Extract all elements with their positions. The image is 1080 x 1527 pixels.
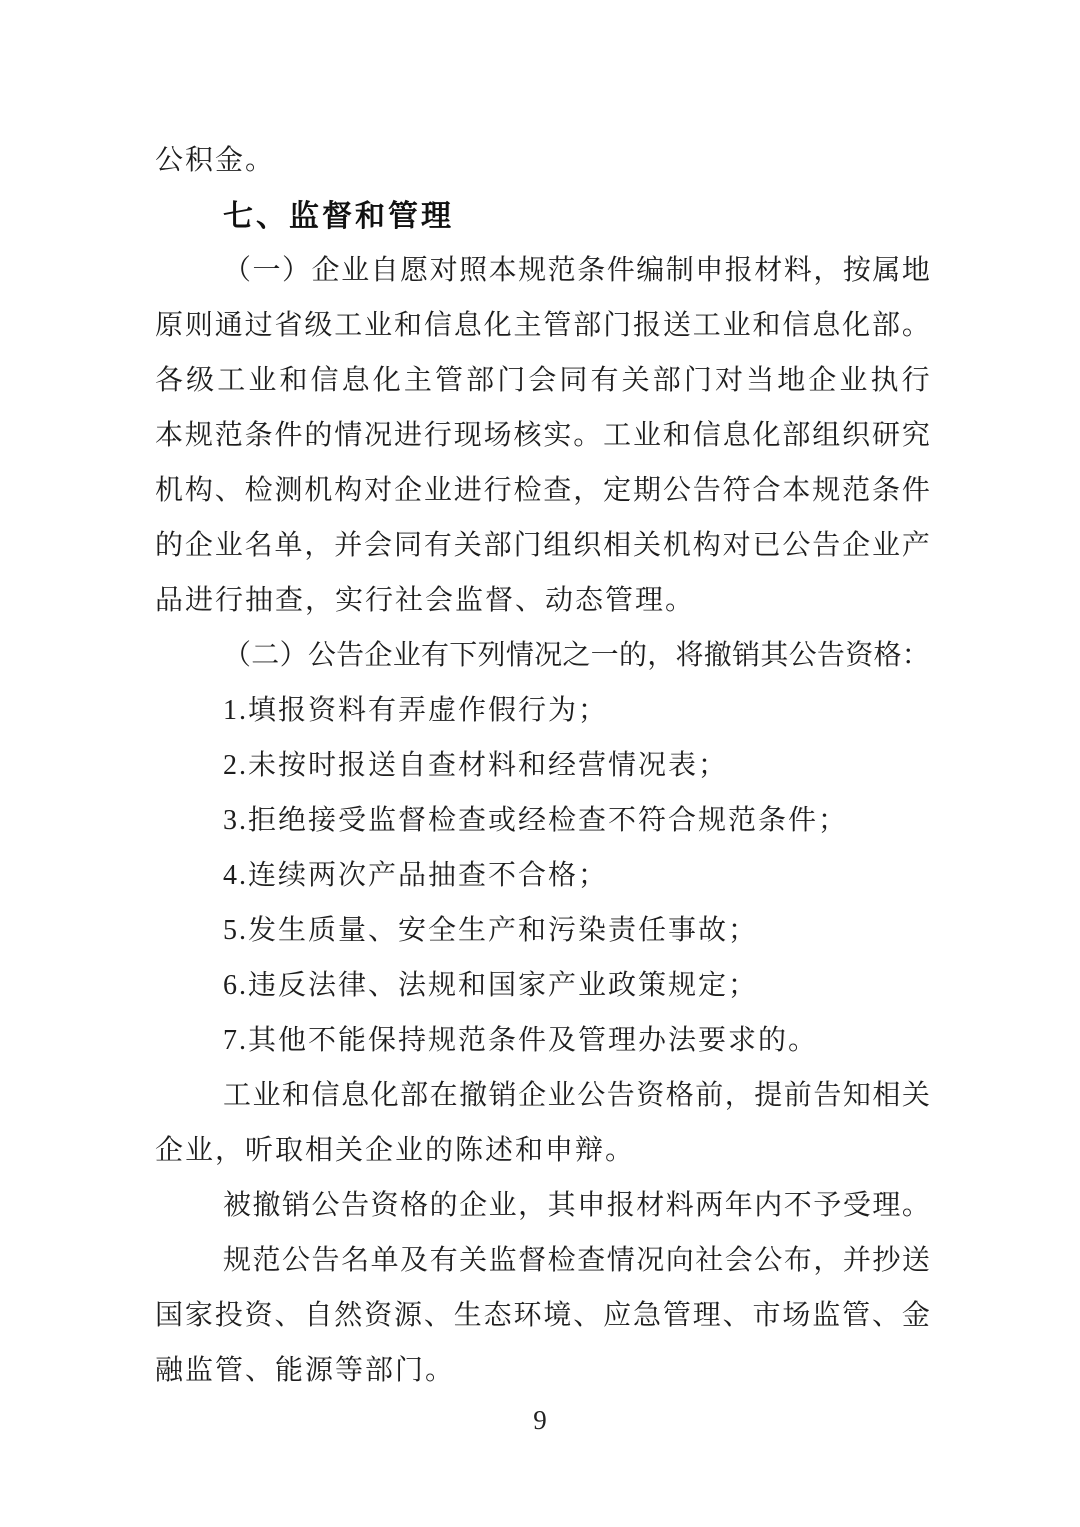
section-heading: 七、监督和管理 bbox=[223, 199, 454, 233]
document-text-block bbox=[155, 130, 930, 1395]
text-line: （ 二 ） 公 告 企 业 有 下 列 情 况 之 一 的 ， 将 撤 销 其 公 告 资 格 ： bbox=[223, 639, 930, 671]
text-line: 国 家 投 资 、 自 然 资 源 、 生 态 环 境 、 应 急 管 理 、 市 场 监 管 、 金 bbox=[155, 1299, 930, 1331]
text-line: （ 一 ） 企 业 自 愿 对 照 本 规 范 条 件 编 制 申 报 材 料 ， 按 属 地 bbox=[223, 254, 930, 286]
text-line: 3.拒绝接受监督检查或经检查不符合规范条件； bbox=[223, 804, 849, 836]
text-line: 机 构 、 检 测 机 构 对 企 业 进 行 检 查 ， 定 期 公 告 符 合 本 规 范 条 件 bbox=[155, 474, 930, 506]
text-line: 7.其他不能保持规范条件及管理办法要求的。 bbox=[223, 1024, 819, 1056]
text-line: 工 业 和 信 息 化 部 在 撤 销 企 业 公 告 资 格 前 ， 提 前 告 知 相 关 bbox=[223, 1079, 930, 1111]
text-line: 各 级 工 业 和 信 息 化 主 管 部 门 会 同 有 关 部 门 对 当 地 企 业 执 行 bbox=[155, 364, 930, 396]
text-line: 4.连续两次产品抽查不合格； bbox=[223, 859, 609, 891]
text-line: 企业，听取相关企业的陈述和申辩。 bbox=[155, 1134, 636, 1166]
text-line: 6.违反法律、法规和国家产业政策规定； bbox=[223, 969, 759, 1001]
text-line: 公积金。 bbox=[155, 144, 276, 176]
text-line: 本 规 范 条 件 的 情 况 进 行 现 场 核 实 。 工 业 和 信 息 化 部 组 织 研 究 bbox=[155, 419, 930, 451]
page-number: 9 bbox=[533, 1405, 547, 1435]
text-line: 品进行抽查，实行社会监督、动态管理。 bbox=[155, 584, 696, 616]
text-line: 规 范 公 告 名 单 及 有 关 监 督 检 查 情 况 向 社 会 公 布 ， 并 抄 送 bbox=[223, 1244, 930, 1276]
text-line: 原 则 通 过 省 级 工 业 和 信 息 化 主 管 部 门 报 送 工 业 和 信 息 化 部 。 bbox=[155, 309, 930, 341]
text-line: 的 企 业 名 单 ， 并 会 同 有 关 部 门 组 织 相 关 机 构 对 已 公 告 企 业 产 bbox=[155, 529, 930, 561]
page-footer bbox=[0, 1398, 1080, 1442]
text-line: 被 撤 销 公 告 资 格 的 企 业 ， 其 申 报 材 料 两 年 内 不 予 受 理 。 bbox=[223, 1189, 930, 1221]
text-line: 1.填报资料有弄虚作假行为； bbox=[223, 694, 609, 726]
text-line: 融监管、能源等部门。 bbox=[155, 1354, 456, 1386]
text-line: 2.未按时报送自查材料和经营情况表； bbox=[223, 749, 729, 781]
text-line: 5.发生质量、安全生产和污染责任事故； bbox=[223, 914, 759, 946]
